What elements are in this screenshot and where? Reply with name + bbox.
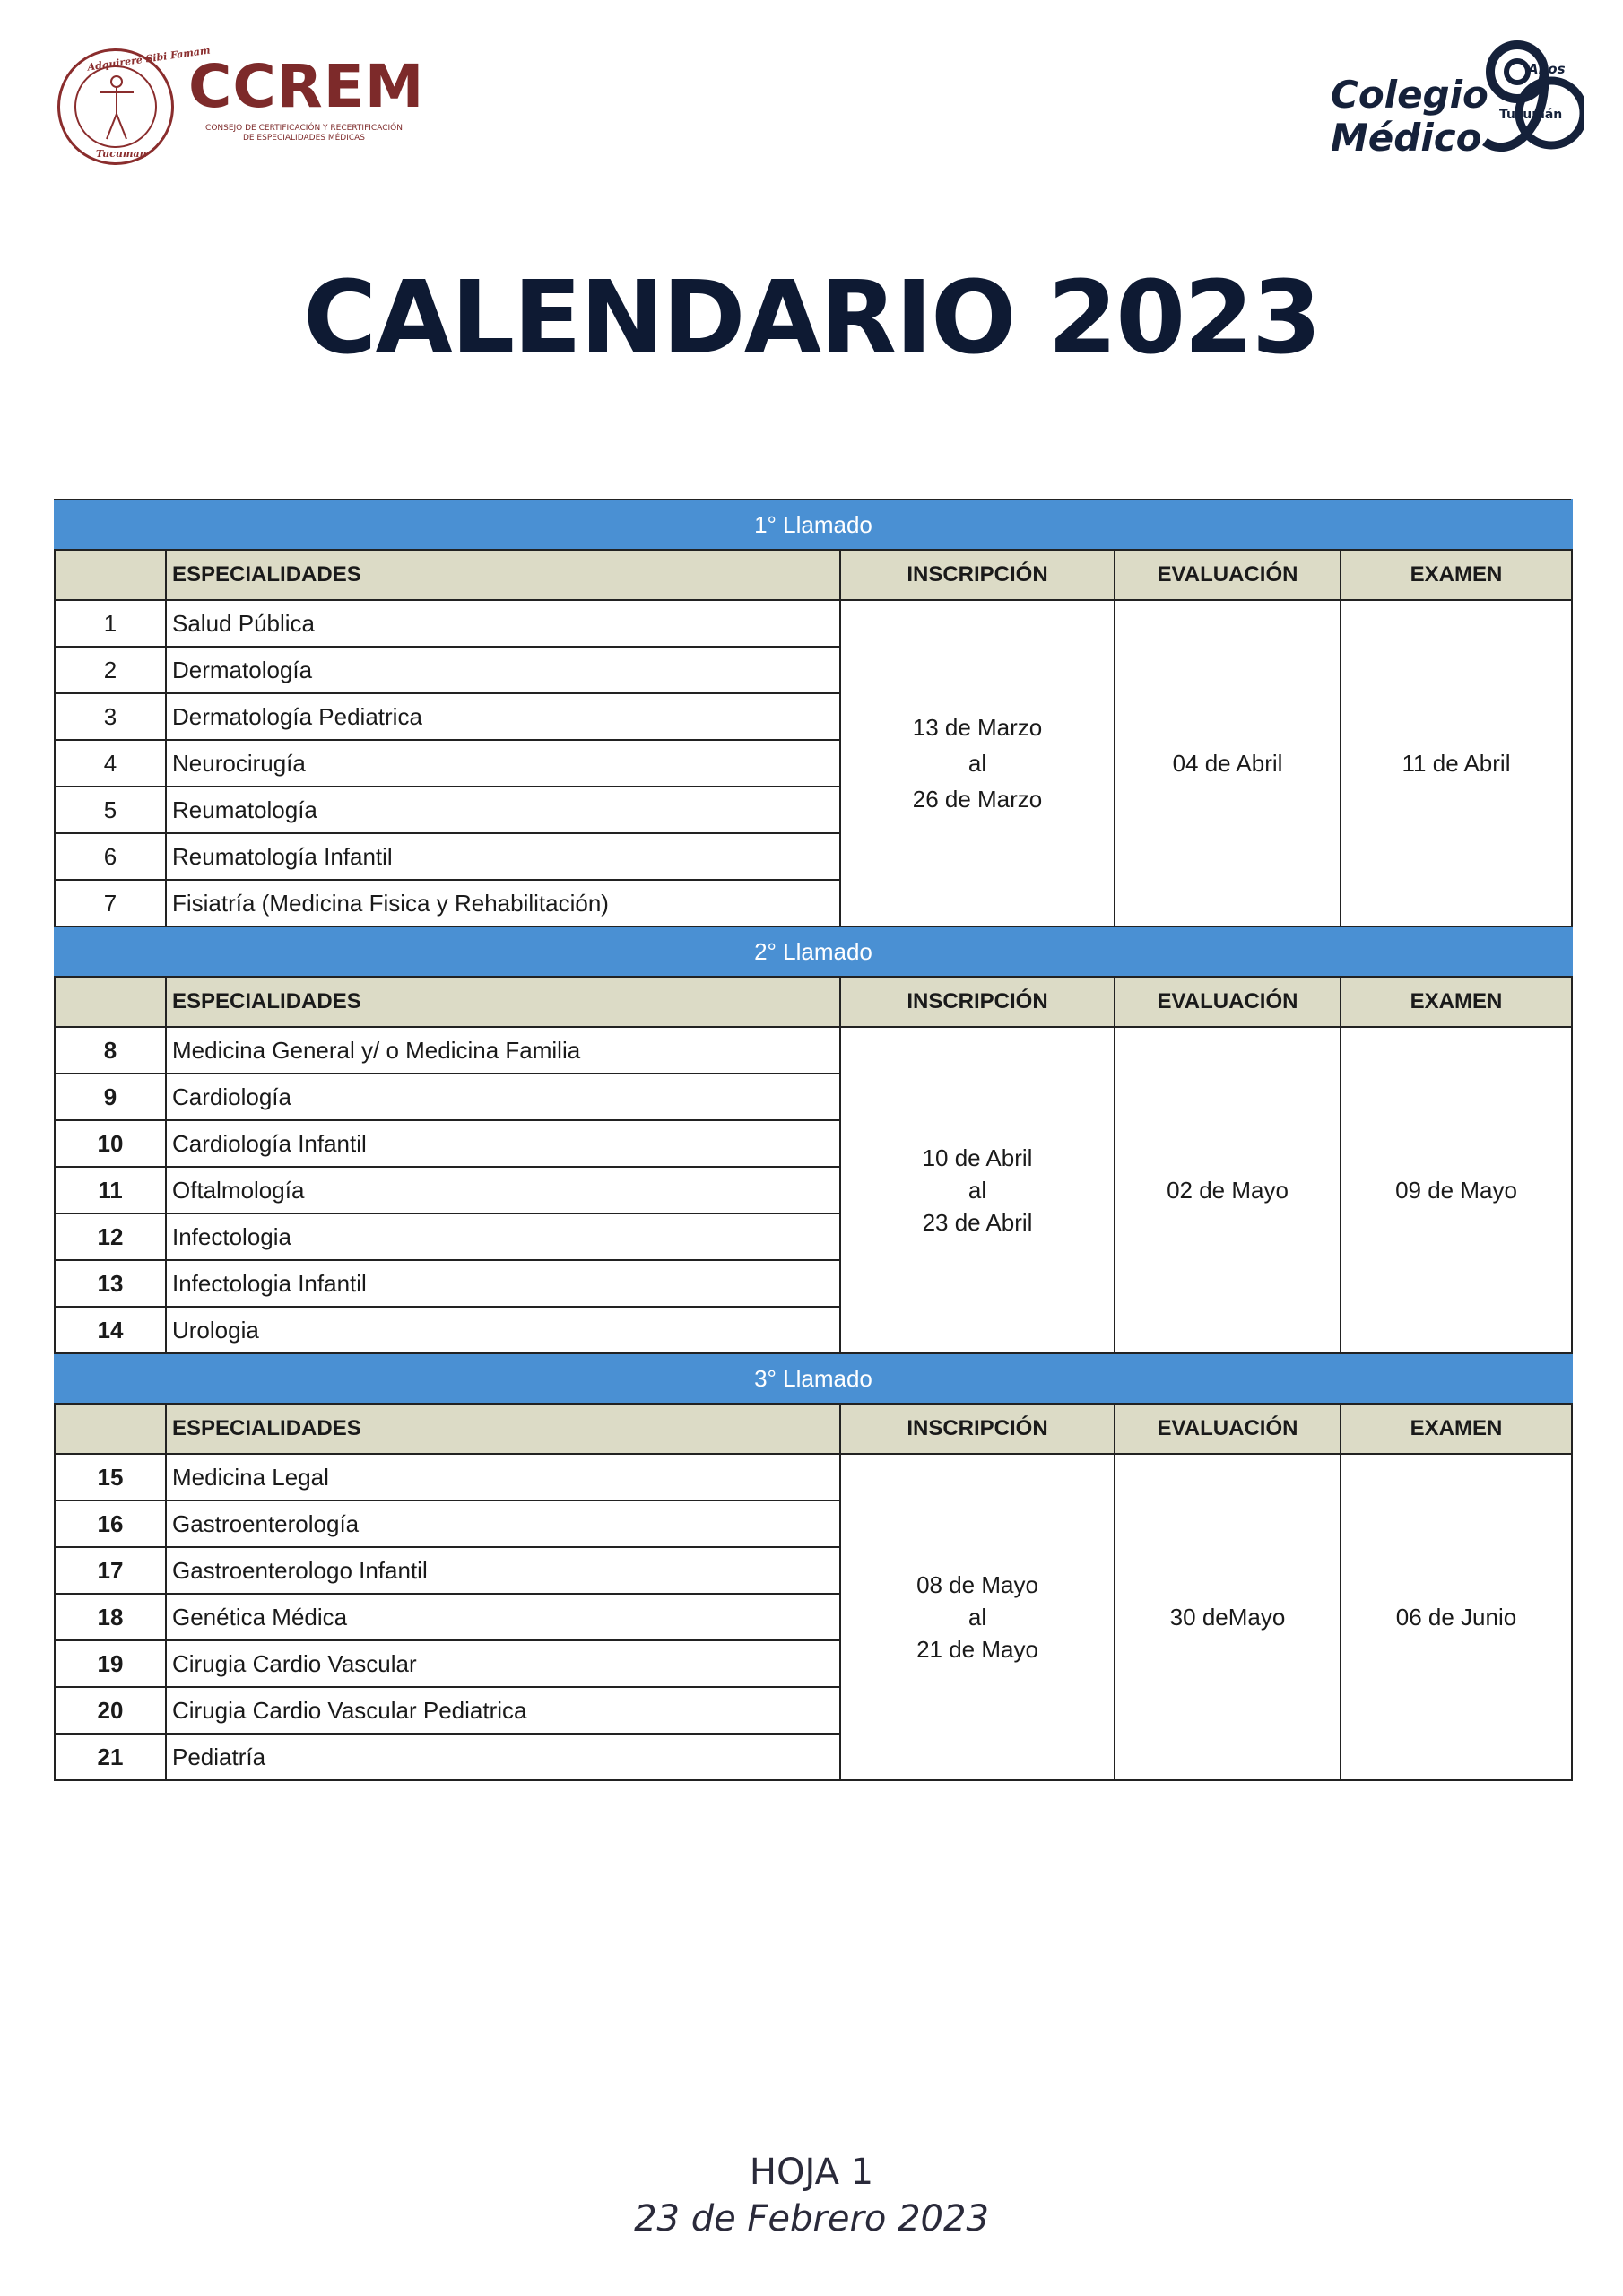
row-number: 14 (55, 1307, 166, 1353)
specialty-name: Genética Médica (166, 1594, 840, 1640)
table-row (55, 1027, 1572, 1074)
inscripcion-dates: 13 de Marzo al 26 de Marzo (840, 600, 1115, 926)
specialty-name: Medicina Legal (166, 1454, 840, 1500)
seal-top-text: Adquirere Sibi Famam (86, 44, 212, 74)
row-number: 17 (55, 1547, 166, 1594)
specialty-name: Cirugia Cardio Vascular Pediatrica (166, 1687, 840, 1734)
call-title: 1° Llamado (55, 500, 1572, 550)
colegio-text: Colegio (1331, 73, 1488, 117)
row-number: 9 (55, 1074, 166, 1120)
row-number: 2 (55, 647, 166, 693)
row-number: 7 (55, 880, 166, 926)
specialty-name: Reumatología (166, 787, 840, 833)
inscripcion-dates: 08 de Mayo al 21 de Mayo (840, 1454, 1115, 1780)
specialty-name: Gastroenterologo Infantil (166, 1547, 840, 1594)
anos-text: Años (1528, 61, 1566, 77)
specialty-name: Cardiología (166, 1074, 840, 1120)
row-number: 15 (55, 1454, 166, 1500)
specialty-name: Dermatología Pediatrica (166, 693, 840, 740)
row-number: 8 (55, 1027, 166, 1074)
document-date: 23 de Febrero 2023 (634, 2198, 989, 2239)
calendar-table (54, 499, 1573, 1781)
tucuman-text: Tucumán (1499, 108, 1563, 122)
table-header-row (55, 550, 1572, 600)
header-evaluacion: EVALUACIÓN (1115, 977, 1341, 1027)
ccrem-title: CCREM (188, 52, 425, 121)
ccrem-subtitle: CONSEJO DE CERTIFICACIÓN Y RECERTIFICACIÓN DE ESPECIALIDADES MÉDICAS (205, 124, 403, 143)
inscripcion-dates: 10 de Abril al 23 de Abril (840, 1027, 1115, 1353)
ccrem-logo (57, 45, 425, 170)
specialty-name: Infectologia (166, 1213, 840, 1260)
header-evaluacion: EVALUACIÓN (1115, 1404, 1341, 1454)
row-number: 16 (55, 1500, 166, 1547)
table-header-row (55, 1404, 1572, 1454)
row-number: 12 (55, 1213, 166, 1260)
call-band-2 (55, 926, 1572, 977)
row-number: 5 (55, 787, 166, 833)
row-number: 4 (55, 740, 166, 787)
header-especialidades: ESPECIALIDADES (166, 1404, 840, 1454)
specialty-name: Cardiología Infantil (166, 1120, 840, 1167)
row-number: 11 (55, 1167, 166, 1213)
examen-date: 06 de Junio (1341, 1454, 1572, 1780)
specialty-name: Fisiatría (Medicina Fisica y Rehabilitación) (166, 880, 840, 926)
row-number: 13 (55, 1260, 166, 1307)
evaluacion-date: 04 de Abril (1115, 600, 1341, 926)
seal-emblem (57, 44, 212, 165)
call-title: 2° Llamado (55, 926, 1572, 977)
row-number: 6 (55, 833, 166, 880)
seal-bottom-text: Tucuman (96, 148, 147, 160)
specialty-name: Medicina General y/ o Medicina Familia (166, 1027, 840, 1074)
call-title: 3° Llamado (55, 1353, 1572, 1404)
table-row (55, 600, 1572, 647)
page-title: CALENDARIO 2023 (303, 260, 1320, 377)
examen-date: 11 de Abril (1341, 600, 1572, 926)
row-number: 10 (55, 1120, 166, 1167)
specialty-name: Urologia (166, 1307, 840, 1353)
specialty-name: Infectologia Infantil (166, 1260, 840, 1307)
row-number: 1 (55, 600, 166, 647)
header-examen: EXAMEN (1341, 550, 1572, 600)
header-number (55, 977, 166, 1027)
header-inscripcion: INSCRIPCIÓN (840, 550, 1115, 600)
header-number (55, 1404, 166, 1454)
header-especialidades: ESPECIALIDADES (166, 977, 840, 1027)
header-examen: EXAMEN (1341, 977, 1572, 1027)
row-number: 19 (55, 1640, 166, 1687)
table-header-row (55, 977, 1572, 1027)
row-number: 3 (55, 693, 166, 740)
row-number: 18 (55, 1594, 166, 1640)
header-inscripcion: INSCRIPCIÓN (840, 977, 1115, 1027)
specialty-name: Neurocirugía (166, 740, 840, 787)
evaluacion-date: 30 deMayo (1115, 1454, 1341, 1780)
sheet-label: HOJA 1 (749, 2152, 874, 2193)
header-inscripcion: INSCRIPCIÓN (840, 1404, 1115, 1454)
row-number: 20 (55, 1687, 166, 1734)
table-row (55, 1454, 1572, 1500)
header-examen: EXAMEN (1341, 1404, 1572, 1454)
call-band-1 (55, 500, 1572, 550)
header-especialidades: ESPECIALIDADES (166, 550, 840, 600)
evaluacion-date: 02 de Mayo (1115, 1027, 1341, 1353)
specialty-name: Oftalmología (166, 1167, 840, 1213)
specialty-name: Pediatría (166, 1734, 840, 1780)
specialty-name: Salud Pública (166, 600, 840, 647)
medico-text: Médico (1331, 116, 1482, 160)
call-band-3 (55, 1353, 1572, 1404)
specialty-name: Dermatología (166, 647, 840, 693)
header-evaluacion: EVALUACIÓN (1115, 550, 1341, 600)
colegio-medico-logo (1324, 36, 1584, 170)
row-number: 21 (55, 1734, 166, 1780)
human-figure-icon (94, 74, 139, 143)
header-number (55, 550, 166, 600)
specialty-name: Reumatología Infantil (166, 833, 840, 880)
examen-date: 09 de Mayo (1341, 1027, 1572, 1353)
specialty-name: Cirugia Cardio Vascular (166, 1640, 840, 1687)
specialty-name: Gastroenterología (166, 1500, 840, 1547)
